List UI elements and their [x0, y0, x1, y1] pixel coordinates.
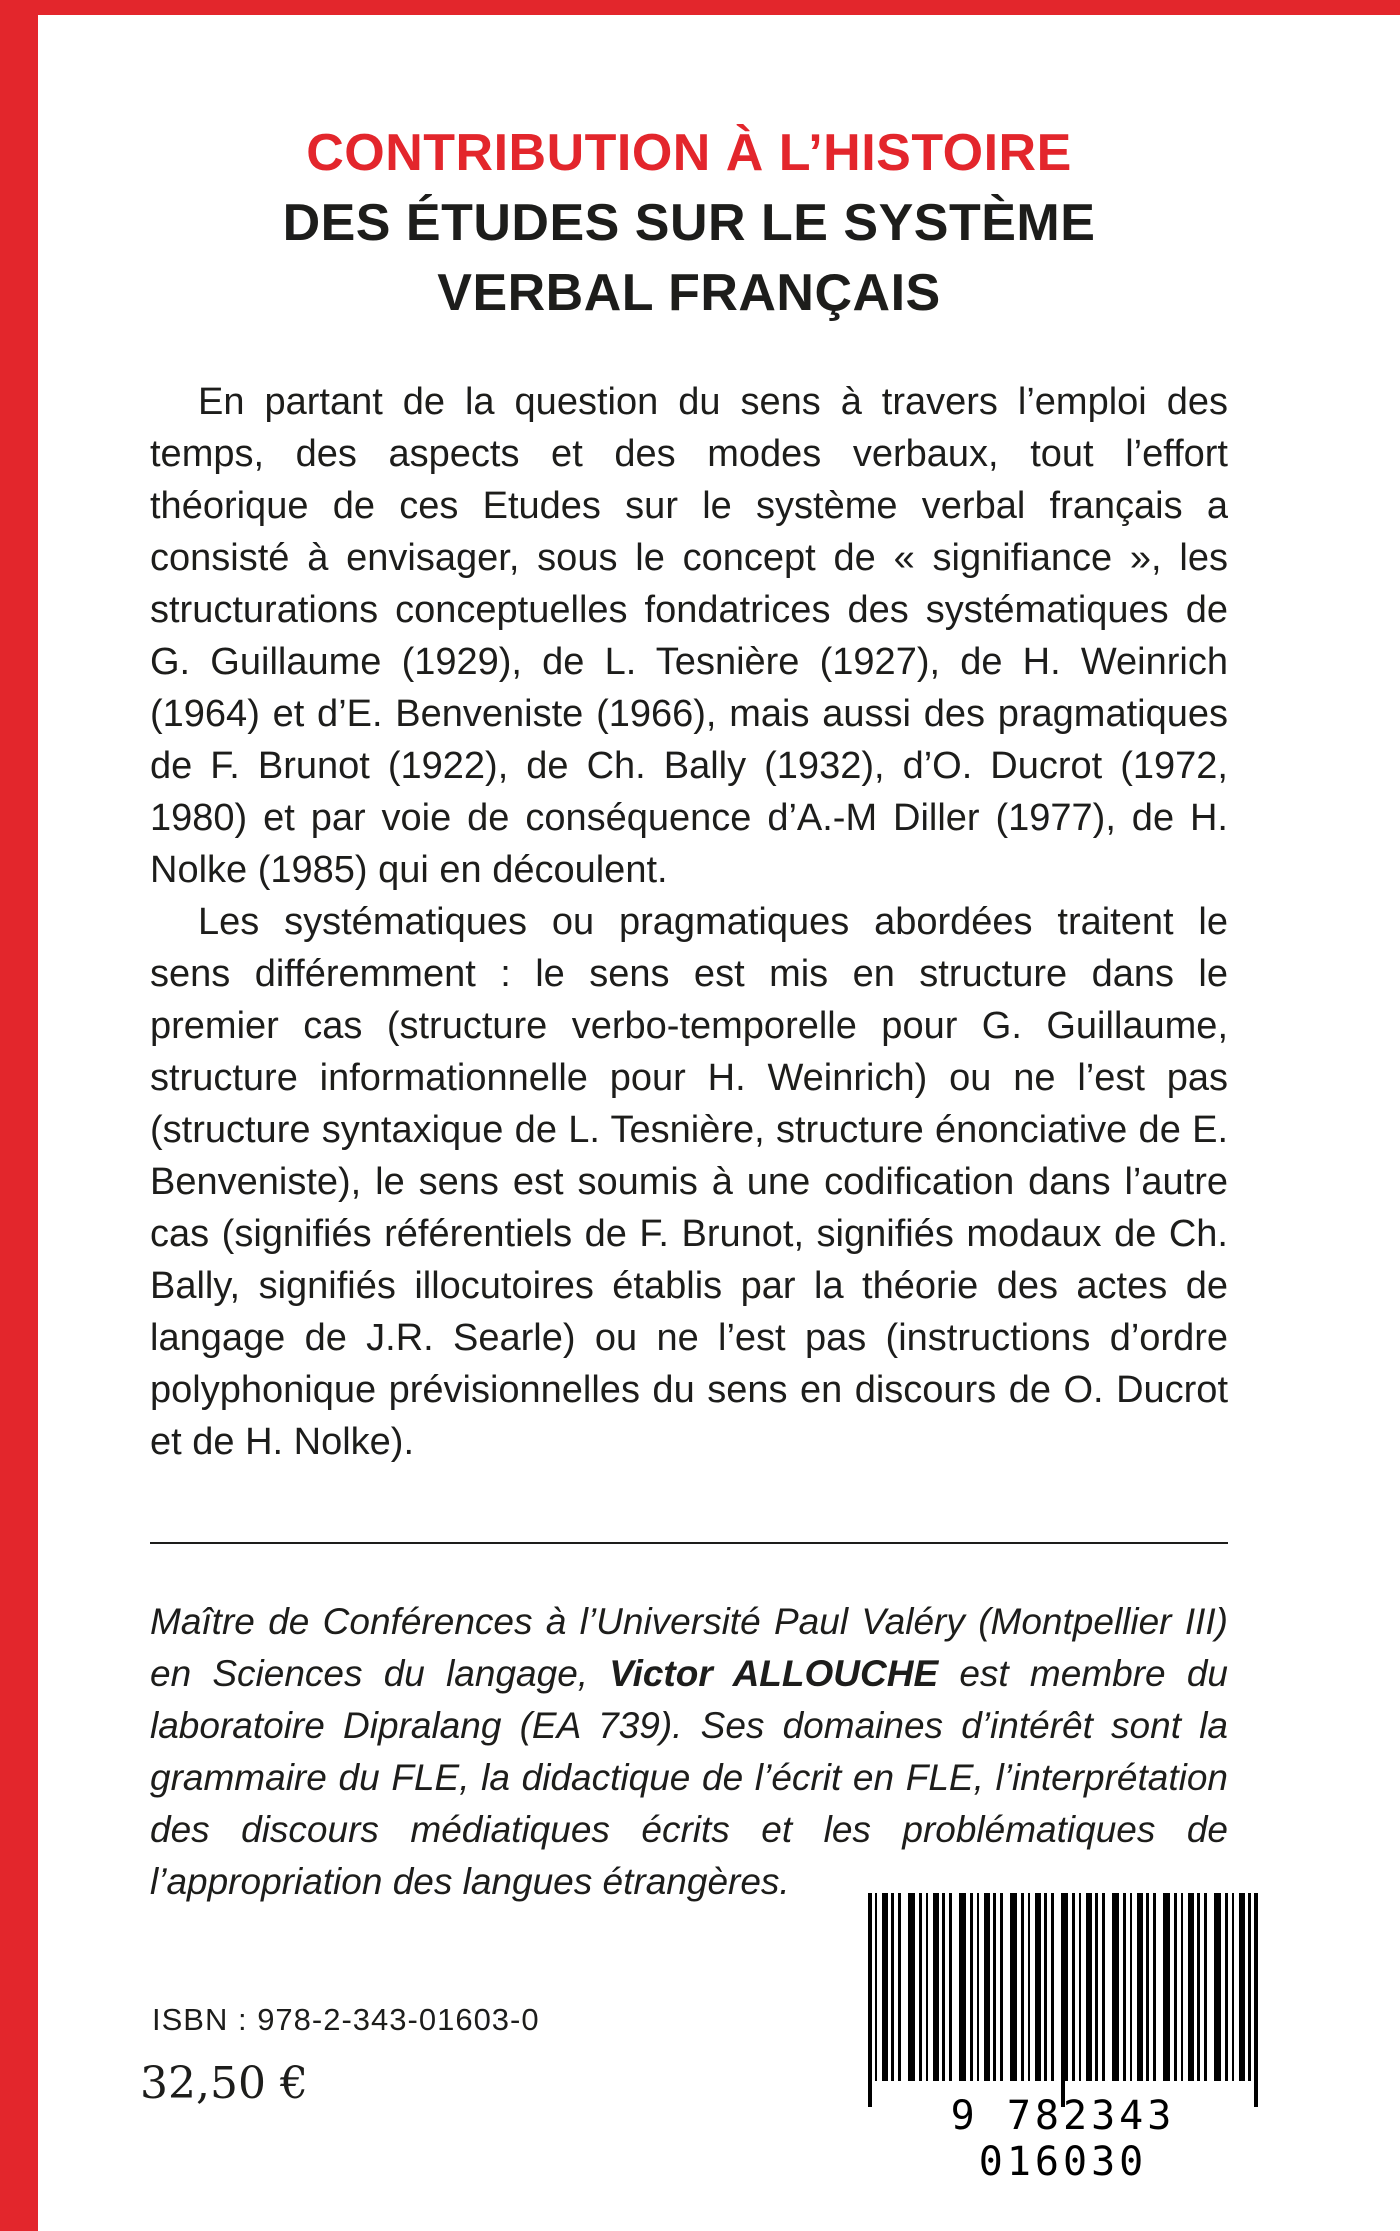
author-name: Victor ALLOUCHE: [609, 1653, 939, 1694]
top-red-border: [0, 0, 1400, 15]
synopsis-paragraph-2: Les systématiques ou pragmatiques abordées traitent le sens différemment : le sens est mis en structure dans le premier cas (structure verbo-temporelle pour G. Guillaume, structure informationnelle pour H. Weinrich) ou ne l’est pas (structure syntaxique de L. Tesnière, structure énonciative de E. Benveniste), le sens est soumis à une codification dans l’autre cas (signifiés référentiels de F. Brunot, signifiés modaux de Ch. Bally, signifiés illocutoires établis par la théorie des actes de langage de J.R. Searle) ou ne l’est pas (instructions d’ordre polyphonique prévisionnelles du sens en discours de O. Ducrot et de H. Nolke).: [150, 901, 1228, 1463]
barcode: [868, 1893, 1258, 2185]
synopsis-paragraph-1: En partant de la question du sens à travers l’emploi des temps, des aspects et des modes verbaux, tout l’effort théorique de ces Etudes sur le système verbal français a consisté à envisager, sous le concept de « signifiance », les structurations conceptuelles fondatrices des systématiques de G. Guillaume (1929), de L. Tesnière (1927), de H. Weinrich (1964) et d’E. Benveniste (1966), mais aussi des pragmatiques de F. Brunot (1922), de Ch. Bally (1932), d’O. Ducrot (1972, 1980) et par voie de conséquence d’A.-M Diller (1977), de H. Nolke (1985) qui en découlent.: [150, 381, 1228, 891]
barcode-bars: [868, 1893, 1258, 2081]
title-line-3: VERBAL FRANÇAIS: [437, 264, 941, 322]
synopsis: [150, 376, 1228, 1468]
isbn-text: ISBN : 978-2-343-01603-0: [152, 2002, 540, 2037]
divider-rule: [150, 1542, 1228, 1544]
price-text: 32,50 €: [140, 2058, 308, 2109]
barcode-guard-center: [1061, 1893, 1065, 2107]
barcode-guard-right: [1254, 1893, 1258, 2107]
cover-content: [150, 118, 1228, 1908]
bio-text-after: est membre du laboratoire Dipralang (EA 739). Ses domaines d’intérêt sont la grammaire du FLE, la didactique de l’écrit en FLE, l’interprétation des discours médiatiques écrits et les problématiques de l’appropriation des langues étrangères.: [150, 1653, 1228, 1902]
left-red-border: [0, 0, 38, 2231]
title-line-2: DES ÉTUDES SUR LE SYSTÈME: [282, 194, 1096, 252]
author-bio: [150, 1596, 1228, 1908]
book-title: [150, 118, 1228, 328]
barcode-guard-left: [868, 1893, 872, 2107]
barcode-number: 9 782343 016030: [950, 2093, 1176, 2185]
title-line-1: CONTRIBUTION À L’HISTOIRE: [306, 124, 1072, 182]
bio-text-before: Maître de Conférences à l’Université Paul Valéry (Montpellier III) en Sciences du langage,: [150, 1601, 1228, 1694]
